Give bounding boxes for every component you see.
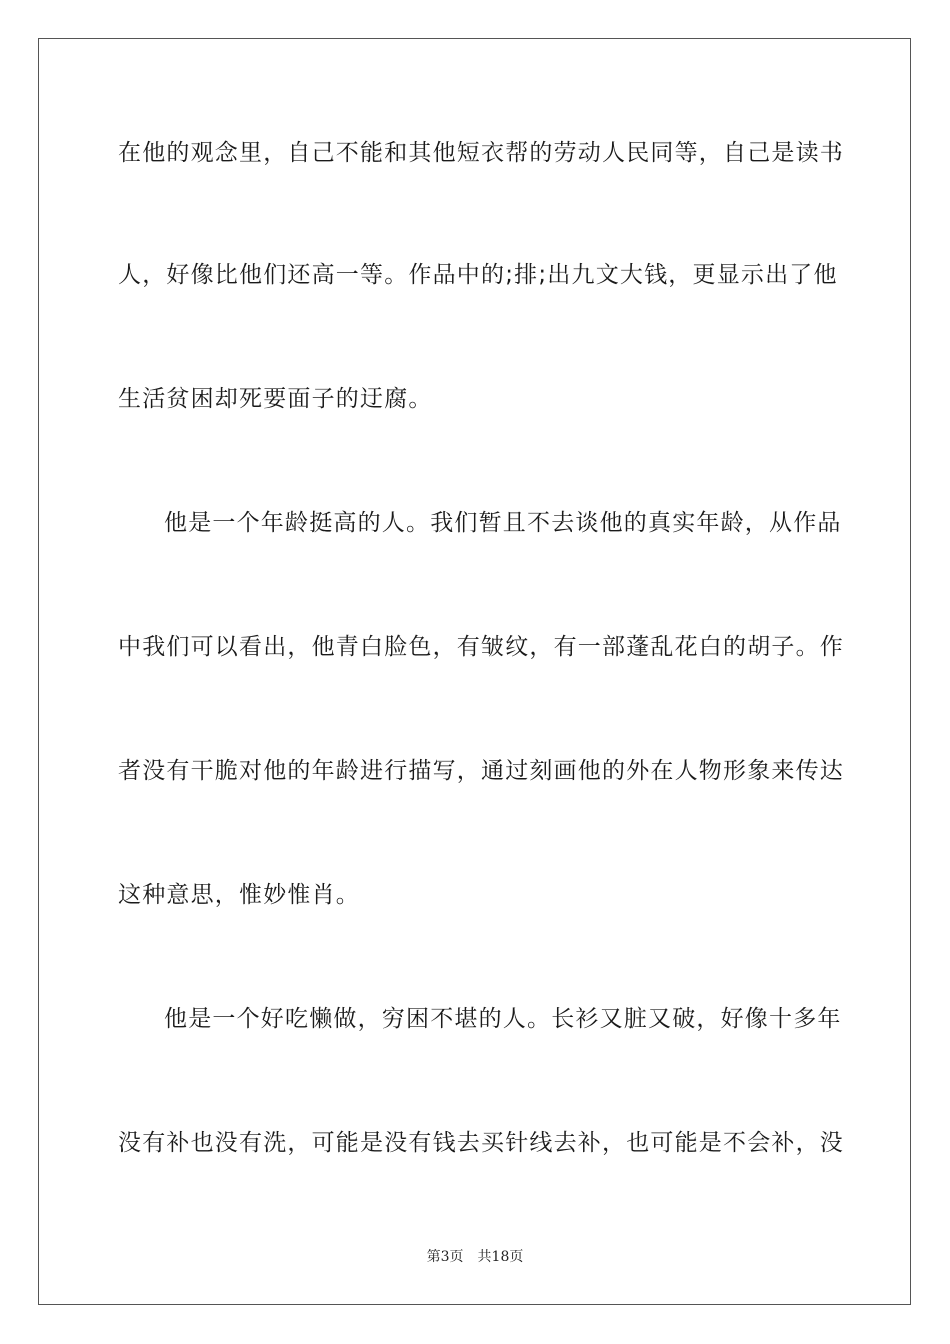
body-text-line: 没有补也没有洗，可能是没有钱去买针线去补，也可能是不会补，没 [118,1130,844,1156]
page-number: 第3页 [426,1249,464,1265]
page-total: 共18页 [477,1249,524,1265]
body-text-line: 者没有干脆对他的年龄进行描写，通过刻画他的外在人物形象来传达 [118,758,844,784]
body-text-line: 中我们可以看出，他青白脸色，有皱纹，有一部蓬乱花白的胡子。作 [118,634,844,660]
body-text-line: 生活贫困却死要面子的迂腐。 [118,386,433,412]
paragraph-first-line: 他是一个年龄挺高的人。我们暂且不去谈他的真实年龄，从作品 [164,510,842,536]
paragraph-first-line: 他是一个好吃懒做，穷困不堪的人。长衫又脏又破，好像十多年 [164,1006,842,1032]
body-text-line: 人，好像比他们还高一等。作品中的;排;出九文大钱，更显示出了他 [118,262,838,288]
body-text-line: 在他的观念里，自己不能和其他短衣帮的劳动人民同等，自己是读书 [118,140,844,166]
page-footer [0,1248,950,1266]
page-border [38,38,911,1305]
body-text-line: 这种意思，惟妙惟肖。 [118,882,360,908]
